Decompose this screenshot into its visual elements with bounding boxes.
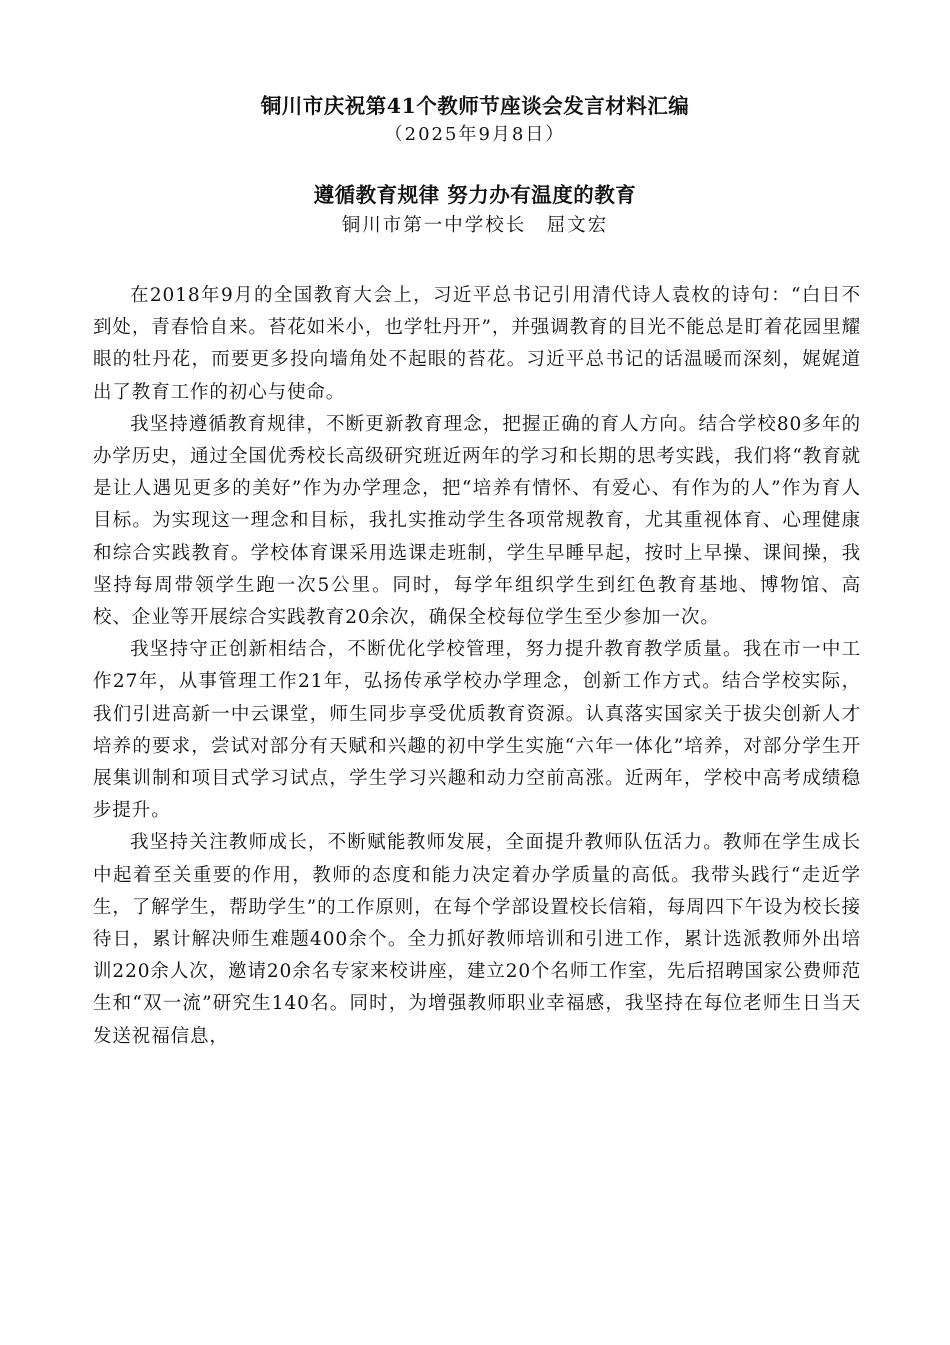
speech-body [93,280,861,1053]
paragraph-2: 我坚持遵循教育规律，不断更新教育理念，把握正确的育人方向。结合学校80多年的办学历史，通过全国优秀校长高级研究班近两年的学习和长期的思考实践，我们将“教育就是让人遇见更多的美好”作为办学理念，把“培养有情怀、有爱心、有作为的人”作为育人目标。为实现这一理念和目标，我扎实推动学生各项常规教育，尤其重视体育、心理健康和综合实践教育。学校体育课采用选课走班制，学生早睡早起，按时上早操、课间操，我坚持每周带领学生跑一次5公里。同时，每学年组织学生到红色教育基地、博物馆、高校、企业等开展综合实践教育20余次，确保全校每位学生至少参加一次。 [93,413,861,629]
paragraph-3: 我坚持守正创新相结合，不断优化学校管理，努力提升教育教学质量。我在市一中工作27年，从事管理工作21年，弘扬传承学校办学理念，创新工作方式。结合学校实际，我们引进高新一中云课堂，师生同步享受优质教育资源。认真落实国家关于拔尖创新人才培养的要求，尝试对部分有天赋和兴趣的初中学生实施“六年一体化”培养，对部分学生开展集训制和项目式学习试点，学生学习兴趣和动力空前高涨。近两年，学校中高考成绩稳步提升。 [93,639,861,822]
paragraph-1: 在2018年9月的全国教育大会上，习近平总书记引用清代诗人袁枚的诗句：“白日不到处，青春恰自来。苔花如米小，也学牡丹开”，并强调教育的目光不能总是盯着花园里耀眼的牡丹花，而要更多投向墙角处不起眼的苔花。习近平总书记的话温暖而深刻，娓娓道出了教育工作的初心与使命。 [93,285,861,403]
speech-author: 铜川市第一中学校长 屈文宏 [341,215,609,236]
paragraph-4: 我坚持关注教师成长，不断赋能教师发展，全面提升教师队伍活力。教师在学生成长中起着至关重要的作用，教师的态度和能力决定着办学质量的高低。我带头践行“走近学生，了解学生，帮助学生”的工作原则，在每个学部设置校长信箱，每周四下午设为校长接待日，累计解决师生难题400余个。全力抓好教师培训和引进工作，累计选派教师外出培训220余人次，邀请20余名专家来校讲座，建立20个名师工作室，先后招聘国家公费师范生和“双一流”研究生140名。同时，为增强教师职业幸福感，我坚持在每位老师生日当天发送祝福信息， [93,832,861,1047]
speech-title: 遵循教育规律 努力办有温度的教育 [313,183,637,207]
document-title: 铜川市庆祝第41个教师节座谈会发言材料汇编 [260,94,690,118]
document-date: （2025年9月8日） [384,124,566,145]
